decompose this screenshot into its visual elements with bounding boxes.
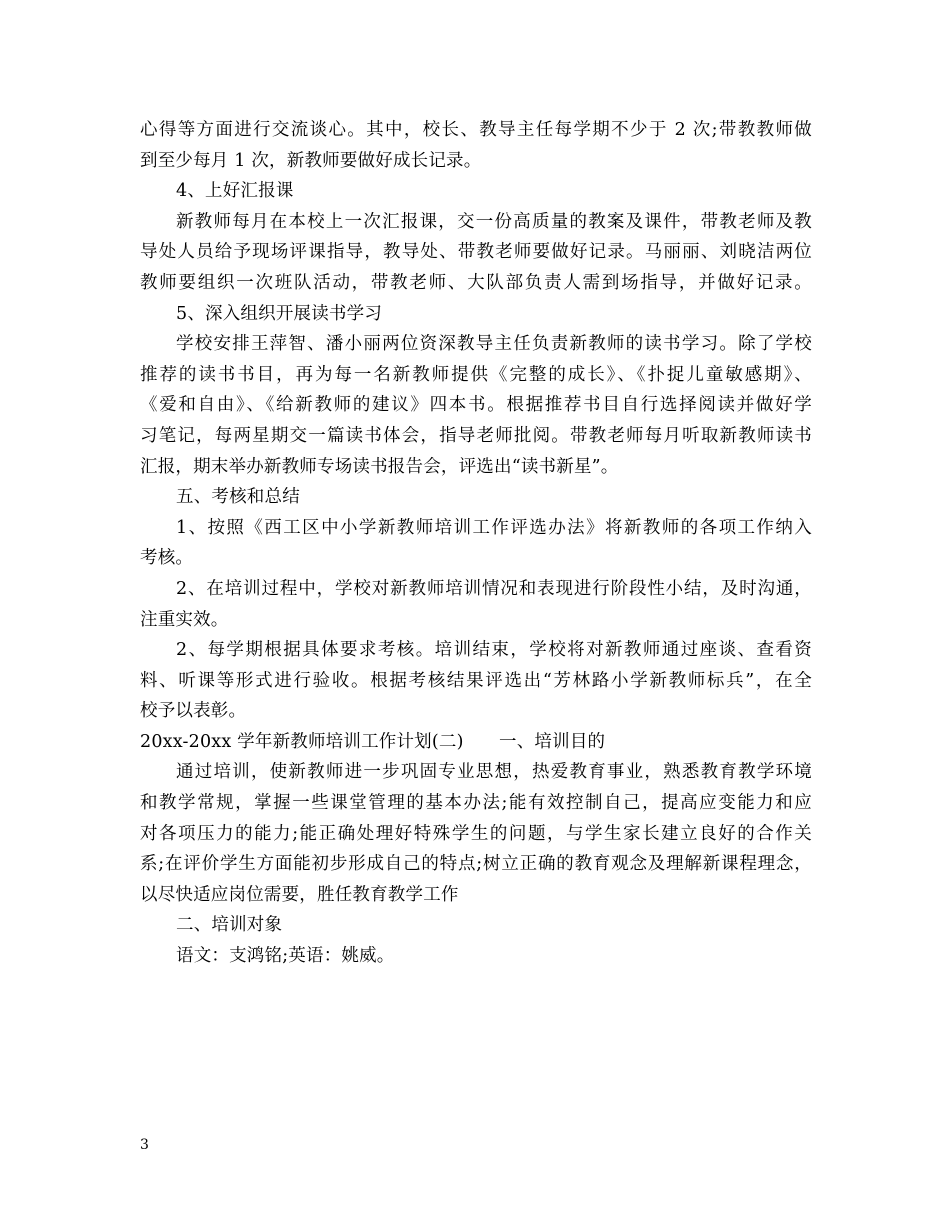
text-line: 4、上好汇报课 xyxy=(176,181,294,202)
text-line: 二、培训对象 xyxy=(176,915,283,936)
text-line: 2、在培训过程中，学校对新教师培训情况和表现进行阶段性小结，及时沟通， xyxy=(176,578,812,599)
text-line: 到至少每月 1 次，新教师要做好成长记录。 xyxy=(140,150,482,171)
text-line: 推荐的读书书目，再为每一名新教师提供《完整的成长》、《扑捉儿童敏感期》、 xyxy=(140,364,812,385)
text-line: 通过培训，使新教师进一步巩固专业思想，热爱教育事业，熟悉教育教学环境 xyxy=(176,762,812,783)
text-line: 导处人员给予现场评课指导，教导处、带教老师要做好记录。马丽丽、刘晓洁两位 xyxy=(140,242,812,263)
text-line: 心得等方面进行交流谈心。其中，校长、教导主任每学期不少于 2 次;带教教师做 xyxy=(140,120,812,140)
text-line: 考核。 xyxy=(140,548,194,569)
text-line: 教师要组织一次班队活动，带教老师、大队部负责人需到场指导，并做好记录。 xyxy=(140,272,812,293)
text-line: 学校安排王萍智、潘小丽两位资深教导主任负责新教师的读书学习。除了学校 xyxy=(176,334,812,355)
text-line: 对各项压力的能力;能正确处理好特殊学生的问题，与学生家长建立良好的合作关 xyxy=(140,823,812,844)
text-line: 料、听课等形式进行验收。根据考核结果评选出“芳林路小学新教师标兵”，在全 xyxy=(140,670,812,691)
text-line: 汇报，期末举办新教师专场读书报告会，评选出“读书新星”。 xyxy=(140,456,619,477)
text-line: 20xx-20xx 学年新教师培训工作计划(二) 一、培训目的 xyxy=(140,731,606,752)
text-line: 和教学常规，掌握一些课堂管理的基本办法;能有效控制自己，提高应变能力和应 xyxy=(140,793,812,814)
text-line: 注重实效。 xyxy=(140,609,229,630)
document-body xyxy=(140,115,812,972)
page-number: 3 xyxy=(140,1137,149,1153)
text-line: 2、每学期根据具体要求考核。培训结束，学校将对新教师通过座谈、查看资 xyxy=(176,640,812,661)
text-line: 习笔记，每两星期交一篇读书体会，指导老师批阅。带教老师每月听取新教师读书 xyxy=(140,425,812,446)
text-line: 《爱和自由》、《给新教师的建议》四本书。根据推荐书目自行选择阅读并做好学 xyxy=(140,395,812,416)
text-line: 五、考核和总结 xyxy=(176,487,300,508)
text-line: 新教师每月在本校上一次汇报课，交一份高质量的教案及课件，带教老师及教 xyxy=(176,211,812,232)
text-line: 5、深入组织开展读书学习 xyxy=(176,303,383,324)
text-line: 以尽快适应岗位需要，胜任教育教学工作 xyxy=(140,884,459,905)
text-line: 语文：支鸿铭;英语：姚威。 xyxy=(176,946,395,967)
text-line: 校予以表彰。 xyxy=(140,701,247,722)
text-line: 系;在评价学生方面能初步形成自己的特点;树立正确的教育观念及理解新课程理念， xyxy=(140,854,812,875)
text-line: 1、按照《西工区中小学新教师培训工作评选办法》将新教师的各项工作纳入 xyxy=(176,517,812,538)
